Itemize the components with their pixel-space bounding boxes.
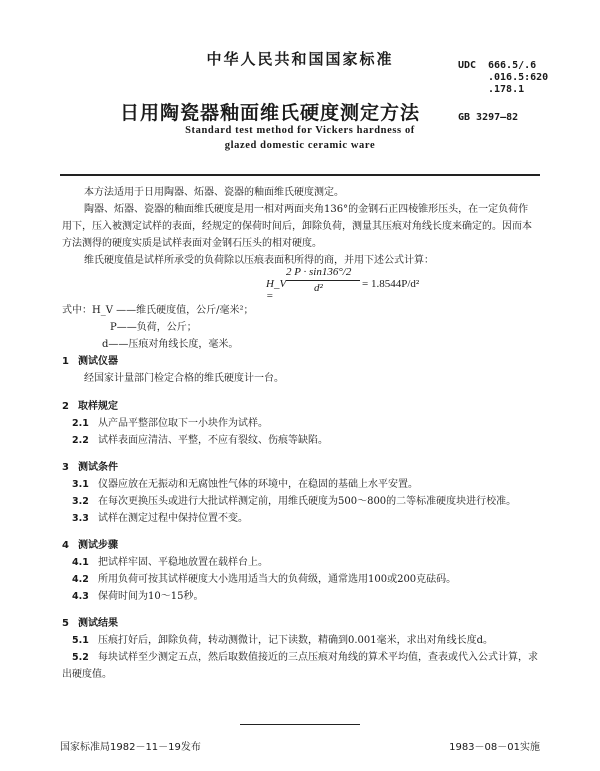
list-item — [72, 588, 538, 605]
footer-divider — [240, 724, 360, 725]
formula-rhs: = 1.8544P/d² — [362, 278, 420, 290]
item-text: 保荷时间为10～15秒。 — [98, 591, 204, 602]
udc-line: 666.5/.6 — [488, 60, 537, 71]
gb-code: GB 3297—82 — [458, 112, 519, 123]
document-title-cn: 日用陶瓷器釉面维氏硬度测定方法 — [120, 102, 421, 124]
footer — [60, 738, 540, 753]
list-item — [72, 493, 538, 510]
list-item — [72, 432, 538, 449]
item-text: 所用负荷可按其试样硬度大小选用适当大的负荷级，通常选用100或200克砝码。 — [98, 574, 457, 585]
section-number: 2 — [62, 401, 69, 412]
section-title: 测试条件 — [78, 462, 118, 473]
issue-date: 国家标准局1982－11－19发布 — [60, 742, 201, 753]
item-number: 3.1 — [72, 479, 89, 490]
list-item — [72, 554, 538, 571]
list-item — [72, 510, 538, 527]
item-number: 3.3 — [72, 513, 89, 524]
section-number: 3 — [62, 462, 69, 473]
udc-label: UDC — [458, 60, 477, 71]
section-heading — [62, 536, 118, 551]
effective-date: 1983－08－01实施 — [449, 742, 540, 753]
item-number: 4.3 — [72, 591, 89, 602]
variable-p: P——负荷，公斤； — [110, 322, 197, 333]
list-item — [62, 649, 538, 683]
section-title: 测试步骤 — [78, 540, 118, 551]
item-text: 试样表面应清洁、平整，不应有裂纹、伤痕等缺陷。 — [98, 435, 328, 446]
section-heading — [62, 397, 118, 412]
section-title: 取样规定 — [78, 401, 118, 412]
item-number: 4.1 — [72, 557, 89, 568]
list-item — [72, 571, 538, 588]
item-number: 4.2 — [72, 574, 89, 585]
item-number: 5.2 — [72, 652, 89, 663]
udc-line: .178.1 — [488, 84, 525, 95]
udc-code — [458, 60, 548, 96]
item-number: 2.1 — [72, 418, 89, 429]
item-number: 5.1 — [72, 635, 89, 646]
list-item — [72, 476, 538, 493]
intro-paragraph: 维氏硬度值是试样所承受的负荷除以压痕表面积所得的商，并用下述公式计算： — [84, 255, 434, 266]
section-number: 1 — [62, 356, 69, 367]
section-heading — [62, 352, 118, 367]
intro-paragraph: 陶器、炻器、瓷器的釉面维氏硬度是用一相对两面夹角136°的金钢石正四棱锥形压头，在一定负荷作用下，压入被测定试样的表面，经规定的保荷时间后，卸除负荷，测量其压痕对角线长度来确定的。因而本方法测得的硬度实质是试样表面对金钢石压头的相对硬度。 — [62, 204, 532, 249]
udc-line: .016.5:620 — [488, 72, 549, 83]
title-en-line: glazed domestic ceramic ware — [224, 140, 376, 151]
section-heading — [62, 614, 118, 629]
header-divider — [60, 174, 540, 176]
variable-d: d——压痕对角线长度，毫米。 — [102, 339, 239, 350]
item-number: 3.2 — [72, 496, 89, 507]
document-title-en — [0, 123, 600, 153]
variable-definitions — [62, 302, 254, 353]
variables-intro: 式中： — [62, 305, 92, 316]
section-number: 5 — [62, 618, 69, 629]
title-en-line: Standard test method for Vickers hardness of — [185, 125, 415, 136]
standard-header: 中华人民共和国国家标准 — [206, 50, 394, 68]
item-text: 试样在测定过程中保持位置不变。 — [98, 513, 248, 524]
item-text: 每块试样至少测定五点，然后取数值接近的三点压痕对角线的算术平均值，查表或代入公式计算，求出硬度值。 — [62, 652, 538, 680]
intro-paragraph: 本方法适用于日用陶器、炻器、瓷器的釉面维氏硬度测定。 — [84, 187, 344, 198]
list-item — [72, 415, 538, 432]
item-text: 从产品平整部位取下一小块作为试样。 — [98, 418, 268, 429]
formula-numerator: 2 P · sin136°/2 — [286, 266, 352, 278]
fraction-bar — [286, 280, 360, 281]
item-number: 2.2 — [72, 435, 89, 446]
section-title: 测试仪器 — [78, 356, 118, 367]
formula-denominator: d² — [314, 282, 323, 294]
variable-hv: H_V ——维氏硬度值，公斤/毫米²； — [92, 305, 254, 316]
item-text: 在每次更换压头或进行大批试样测定前，用维氏硬度为500～800的二等标准硬度块进行校准。 — [98, 496, 517, 507]
item-text: 压痕打好后，卸除负荷，转动测微计，记下读数，精确到0.001毫米，求出对角线长度d。 — [98, 635, 494, 646]
section-title: 测试结果 — [78, 618, 118, 629]
section-heading — [62, 458, 118, 473]
item-text: 把试样牢固、平稳地放置在载样台上。 — [98, 557, 268, 568]
formula-lhs: H_V = — [266, 278, 286, 302]
item-text: 仪器应放在无振动和无腐蚀性气体的环境中，在稳固的基础上水平安置。 — [98, 479, 418, 490]
list-item — [72, 632, 538, 649]
section-number: 4 — [62, 540, 69, 551]
section-body: 经国家计量部门检定合格的维氏硬度计一台。 — [84, 373, 284, 384]
